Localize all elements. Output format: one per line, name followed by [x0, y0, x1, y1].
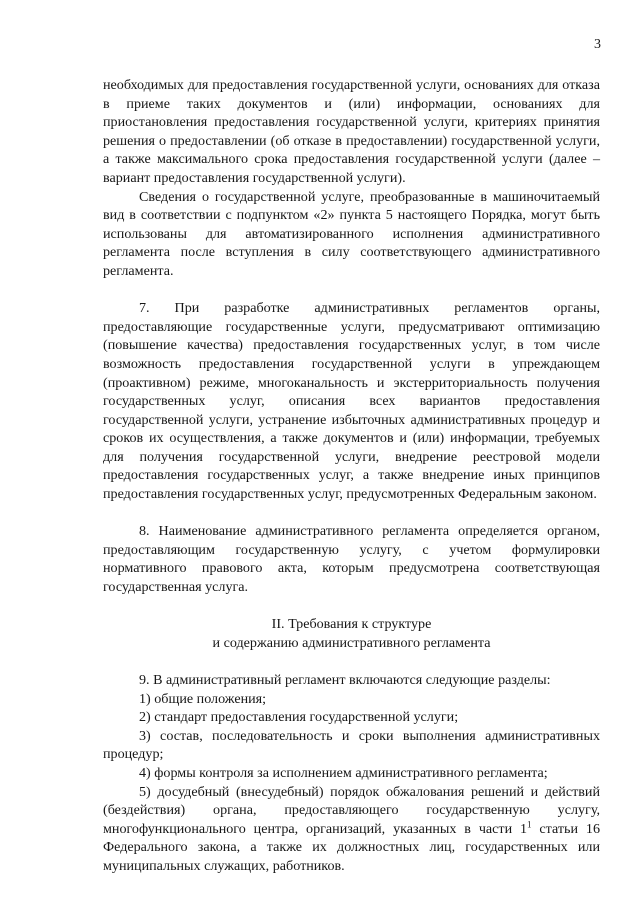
- superscript: 1: [527, 819, 532, 830]
- paragraph-8: 8. Наименование административного регламента определяется органом, предоставляющим государственную услугу, с учетом формулировки нормативного правового акта, которым предусмотрена соответствующая государственная услуга.: [103, 523, 600, 596]
- section-heading: [103, 615, 600, 652]
- list-item: 3) состав, последовательность и сроки выполнения административных процедур;: [103, 727, 600, 763]
- spacer: [103, 652, 600, 671]
- paragraph-7: 7. При разработке административных регламентов органы, предоставляющие государственные услуги, предусматривают оптимизацию (повышение качества) предоставления государственных услуг, в том числе возможность предоставления государственной услуги в упреждающем (проактивном) режиме, многоканальность и экстерриториальность получения государственных услуг, описания всех вариантов предоставления государственной услуги, устранение избыточных административных процедур и сроков их осуществления, а также документов и (или) информации, требуемых для получения государственной услуги, внедрение реестровой модели предоставления государственных услуг, а также внедрение иных принципов предоставления государственных услуг, предусмотренных Федеральным законом.: [103, 300, 600, 503]
- list-item: 2) стандарт предоставления государственной услуги;: [139, 709, 459, 726]
- item-5-text-continued: статьи 16 Федерального закона, а также их должностных лиц, государственных или муниципальных служащих, работников.: [103, 820, 600, 874]
- section-heading-line-1: II. Требования к структуре: [271, 616, 432, 633]
- paragraph-9-intro: 9. В административный регламент включаются следующие разделы:: [139, 672, 551, 688]
- spacer: [103, 504, 600, 523]
- list-item-5: [103, 783, 600, 876]
- document-body: [103, 76, 600, 876]
- spacer: [103, 597, 600, 616]
- item-5-text: 5) досудебный (внесудебный) порядок обжалования решений и действий (бездействия) органа, предоставляющего государственную услугу, многофункционального центра, организаций, указанных в части 1: [103, 783, 600, 837]
- continuation-paragraph: необходимых для предоставления государственной услуги, основаниях для отказа в приеме таких документов и (или) информации, основаниях для приостановления предоставления государственной услуги, критериях принятия решения о предоставлении (об отказе в предоставлении) государственной услуги, а также максимального срока предоставления государственной услуги (далее – вариант предоставления государственной услуги).: [103, 77, 600, 186]
- list-item: 4) формы контроля за исполнением административного регламента;: [139, 764, 548, 781]
- section-heading-line-2: и содержанию административного регламента: [212, 634, 491, 651]
- spacer: [103, 281, 600, 300]
- paragraph-machine-readable: Сведения о государственной услуге, преобразованные в машиночитаемый вид в соответствии с подпунктом «2» пункта 5 настоящего Порядка, могут быть использованы для автоматизированного исполнения административного регламента после вступления в силу соответствующего административного регламента.: [103, 188, 600, 279]
- list-item: 1) общие положения;: [139, 690, 267, 707]
- page-number: 3: [594, 37, 601, 52]
